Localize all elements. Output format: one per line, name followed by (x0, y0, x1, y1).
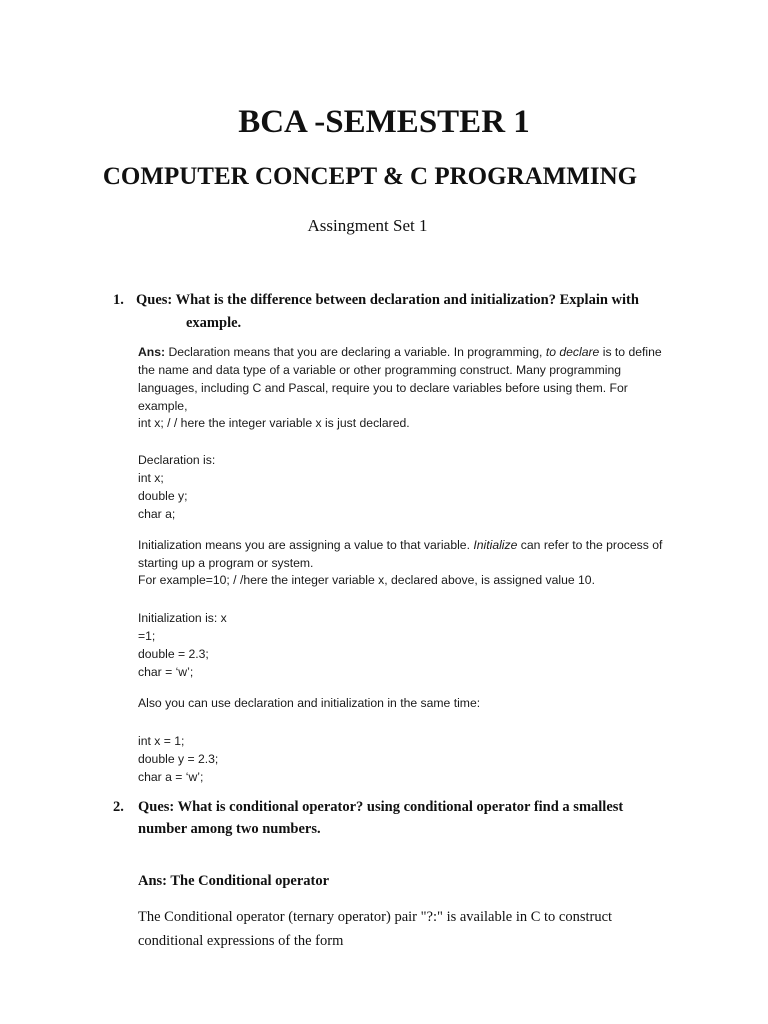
initialization-example: For example=10; / /here the integer variable x, declared above, is assigned value 10. (138, 573, 595, 587)
same-time-note: Also you can use declaration and initialization in the same time: (138, 696, 481, 710)
declaration-line: double y; (138, 489, 188, 503)
declaration-line: int x; (138, 471, 164, 485)
answer-1-intro-end: is to define the name and data type of a variable or other programming construct. Many programming languages, including C and Pascal, require you to declare variables before using them. For example, (138, 345, 662, 413)
answer-1-intro (138, 343, 663, 415)
answer-1-label: Ans: (138, 345, 166, 359)
document-subtitle: COMPUTER CONCEPT & C PROGRAMMING (102, 163, 638, 190)
answer-2-heading: Ans: The Conditional operator (138, 873, 330, 889)
question-1-line-2: example. (186, 315, 242, 331)
initialization-paragraph-emphasis: Initialize (473, 538, 518, 552)
initialization-paragraph-start: Initialization means you are assigning a value to that variable. (138, 538, 474, 552)
declaration-example: int x; / / here the integer variable x is just declared. (138, 416, 410, 430)
combined-line: double y = 2.3; (138, 752, 219, 766)
initialization-paragraph-end: can refer to the process of starting up a program or system. (138, 538, 663, 570)
question-2-number: 2. (113, 799, 124, 815)
initialization-line: char = ‘w’; (138, 665, 194, 679)
answer-1-intro-start: Declaration means that you are declaring a variable. In programming, (165, 345, 546, 359)
initialization-paragraph (138, 536, 663, 572)
declaration-line: char a; (138, 507, 176, 521)
question-1-line-1: Ques: What is the difference between declaration and initialization? Explain with (136, 292, 639, 308)
question-2-line-1: Ques: What is conditional operator? using conditional operator find a smallest (138, 799, 624, 815)
document-title: BCA -SEMESTER 1 (238, 104, 530, 140)
initialization-line: double = 2.3; (138, 647, 209, 661)
declaration-heading: Declaration is: (138, 453, 216, 467)
question-1-number: 1. (113, 292, 124, 308)
combined-line: char a = ‘w’; (138, 770, 204, 784)
assignment-set-label: Assingment Set 1 (307, 216, 428, 235)
initialization-heading: Initialization is: x (138, 611, 227, 625)
question-2-line-2: number among two numbers. (138, 821, 321, 837)
combined-line: int x = 1; (138, 734, 185, 748)
initialization-line: =1; (138, 629, 156, 643)
answer-1-intro-emphasis: to declare (545, 345, 600, 359)
answer-2-paragraph: The Conditional operator (ternary operator) pair "?:" is available in C to construct conditional expressions of the form (138, 909, 613, 949)
